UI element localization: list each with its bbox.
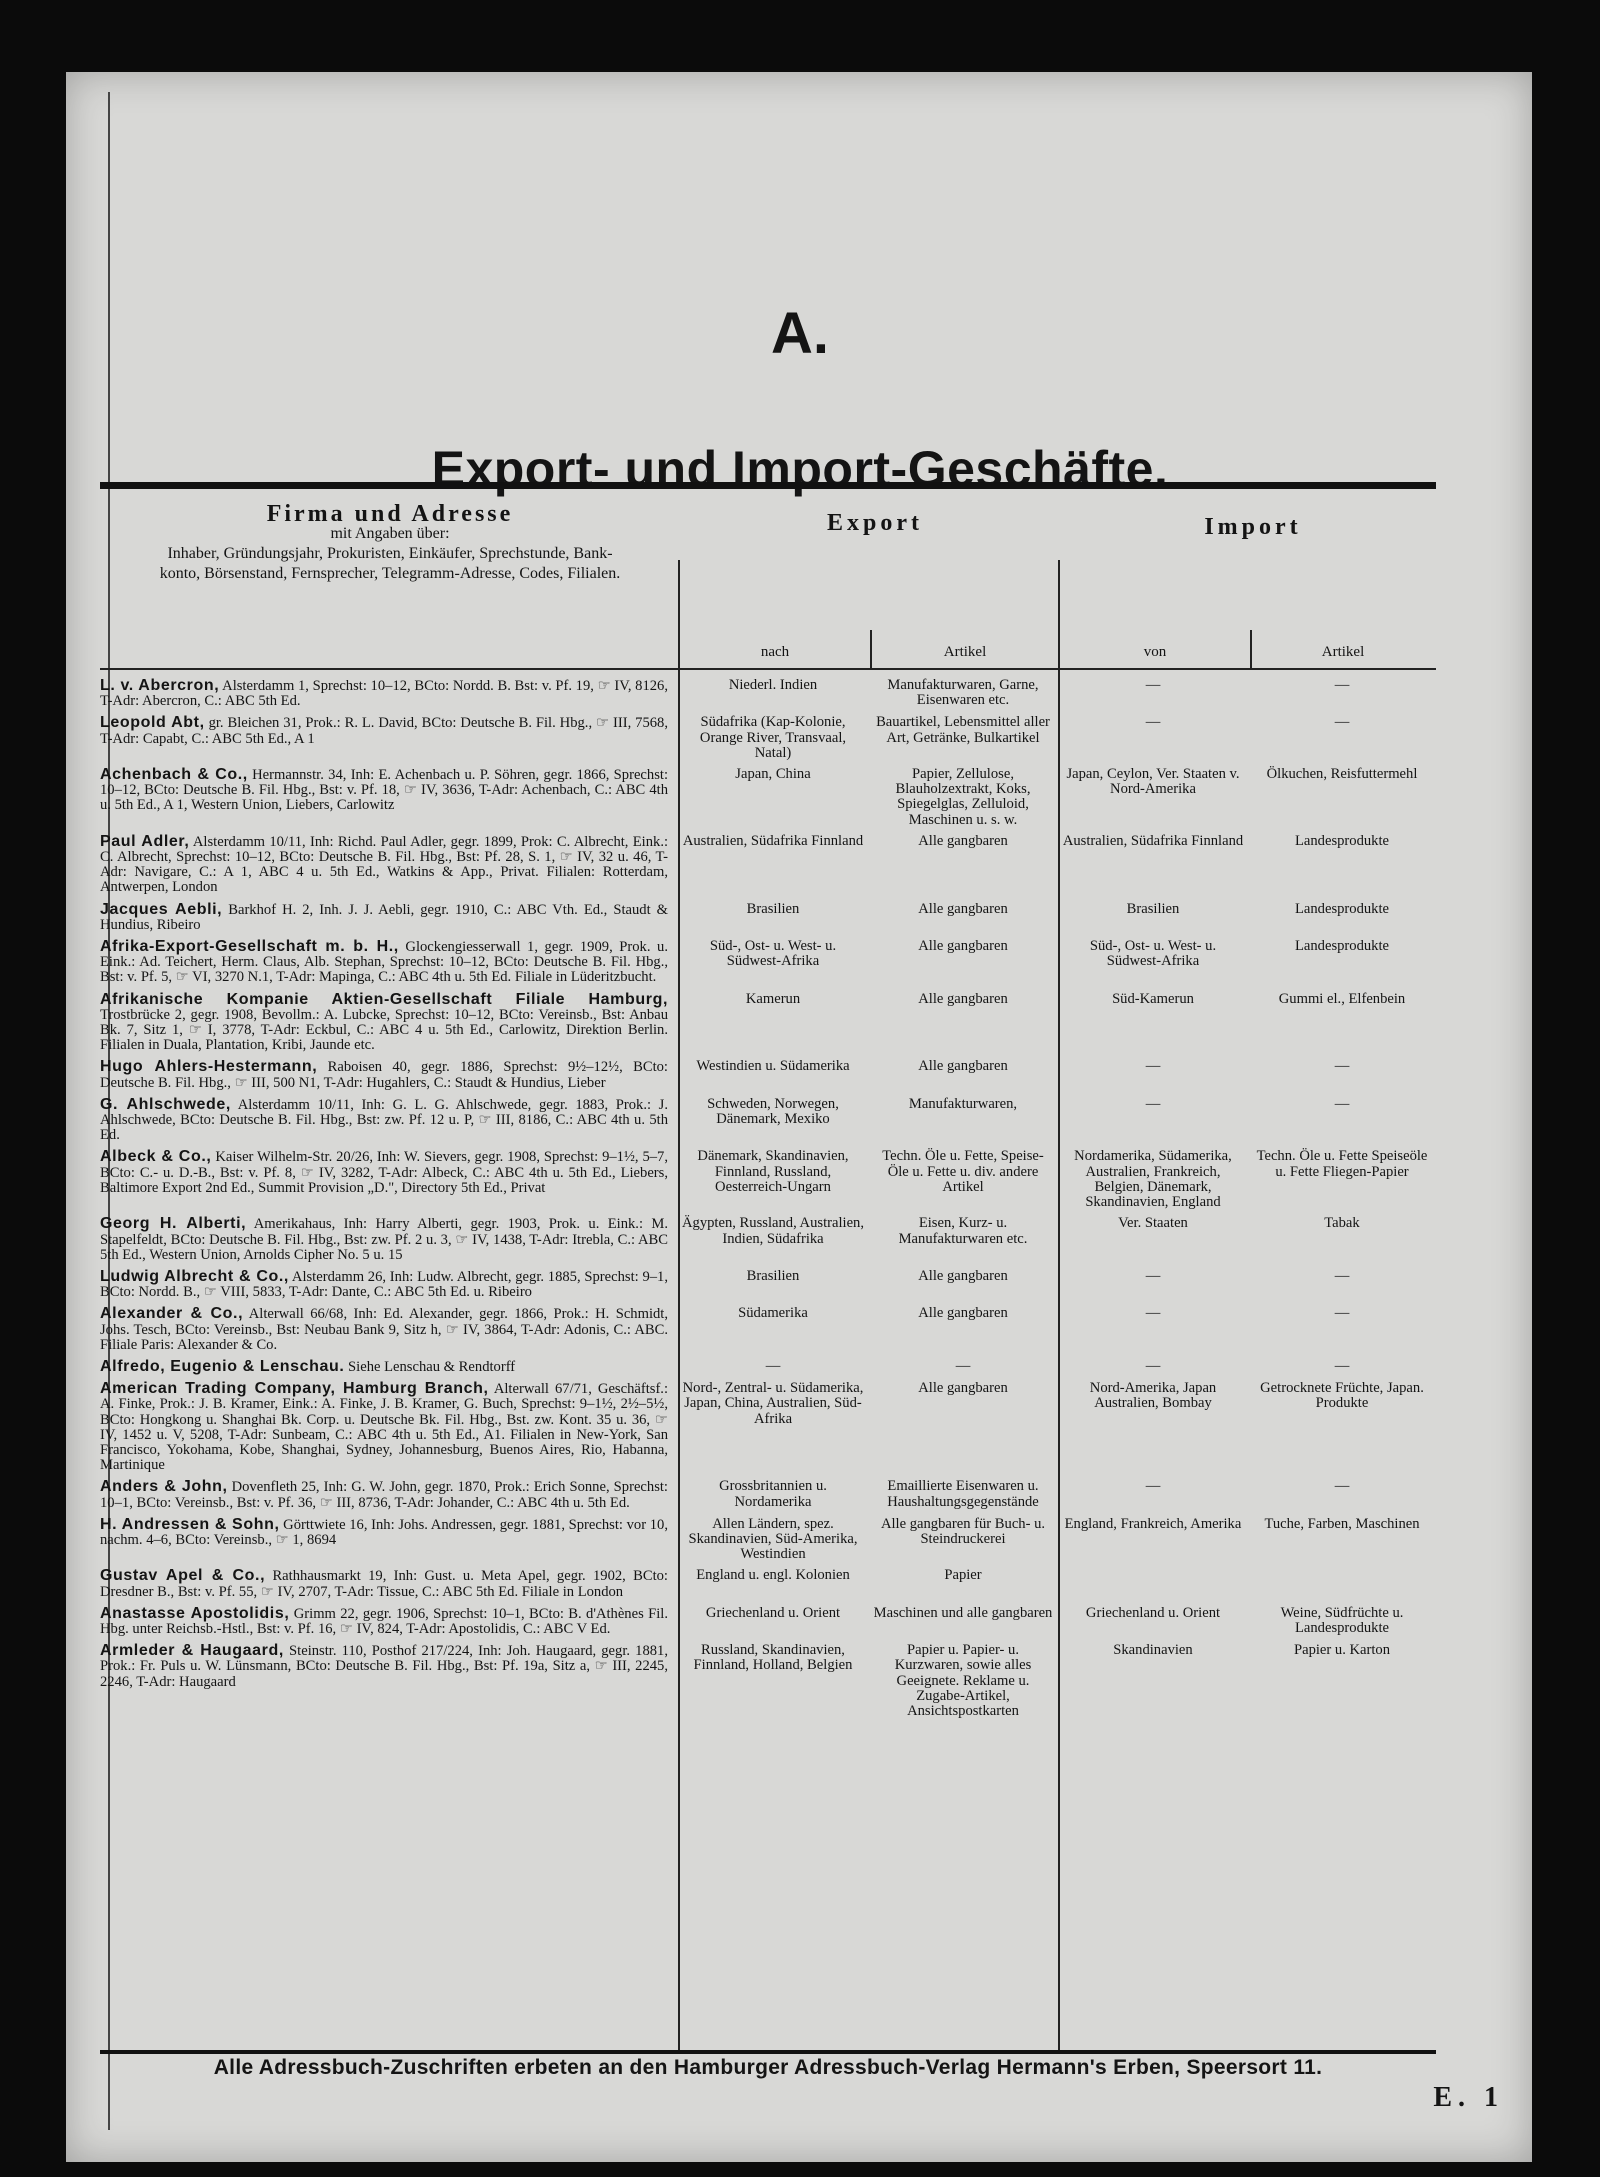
import-artikel-cell: Ölkuchen, Reisfuttermehl (1266, 766, 1418, 783)
header-subdivider (870, 630, 872, 670)
export-artikel-cell: Alle gangbaren (918, 1267, 1008, 1284)
firm-name: Anastasse Apostolidis, (100, 1604, 290, 1622)
import-von-cell: — (1145, 1095, 1161, 1112)
import-von-cell: — (1145, 1357, 1161, 1374)
table-row (100, 902, 1436, 933)
import-von-cell: — (1145, 1305, 1161, 1322)
firm-header-title: Firma und Adresse (266, 501, 514, 527)
import-von-cell: Nord-Amerika, Japan Australien, Bombay (1089, 1380, 1217, 1412)
import-von-header: von (1143, 644, 1167, 660)
export-artikel-cell: — (955, 1357, 971, 1374)
firm-cell (100, 1269, 678, 1300)
export-artikel-cell: Papier, Zellulose, Blauholzextrakt, Koks, Spiegelglas, Zelluloid, Maschinen u. s. w. (895, 766, 1031, 828)
firm-name: Albeck & Co., (100, 1148, 212, 1166)
export-nach-cell: Niederl. Indien (728, 677, 818, 693)
export-artikel-header: Artikel (943, 644, 987, 660)
export-nach-cell: Brasilien (746, 900, 800, 917)
export-artikel-cell: Techn. Öle u. Fette, Speise-Öle u. Fette u. div. andere Artikel (882, 1148, 1044, 1195)
firm-details: Barkhof H. 2, Inh. J. J. Aebli, gegr. 1910, C.: ABC Vth. Ed., Staudt & Hundius, Ribeiro (100, 901, 668, 933)
export-artikel-cell: Alle gangbaren (918, 832, 1008, 849)
firm-name: Alfredo, Eugenio & Lenschau. (100, 1357, 345, 1375)
firm-details: Trostbrücke 2, gegr. 1908, Bevollm.: A. Lubcke, Sprechst: 10–12, BCto: Vereinsb., Bst: Anbau Bk. 7, Sitz 1, ☞ I, 3778, T-Adr: Eckbul, C.: ABC 4 u. 5th Ed., Carlowitz, Direktion Berlin. Filialen in Duala, Plantation, Kribi, Jaunde etc. (100, 1006, 668, 1054)
import-von-cell: — (1145, 1478, 1161, 1495)
import-artikel-cell: — (1334, 1267, 1350, 1284)
export-nach-cell: Griechenland u. Orient (705, 1604, 841, 1621)
import-von-cell: — (1145, 714, 1161, 731)
firm-cell (100, 902, 678, 933)
export-artikel-cell: Alle gangbaren (918, 1058, 1008, 1075)
header-subdivider (1250, 630, 1252, 670)
firm-name: Hugo Ahlers-Hestermann, (100, 1058, 318, 1076)
export-nach-cell: Brasilien (746, 1267, 800, 1284)
export-artikel-cell: Alle gangbaren für Buch- u. Steindruckerei (880, 1515, 1046, 1547)
firm-header-sub1: mit Angaben über: (330, 525, 450, 542)
import-artikel-cell: Techn. Öle u. Fette Speiseöle u. Fette Fliegen-Papier (1256, 1148, 1428, 1180)
firm-cell (100, 1479, 678, 1510)
firm-details: Kaiser Wilhelm-Str. 20/26, Inh: W. Sievers, gegr. 1908, Sprechst: 9–1½, 5–7, BCto: C.- u. D.-B., Bst: v. Pf. 8, ☞ IV, 3282, T-Adr: Albeck, C.: ABC 4th u. 5th Ed., Liebers, Baltimore Export 2nd Ed., Summit Provision „D.", Directory 5th Ed., Privat (100, 1149, 668, 1196)
firm-details: Amerikahaus, Inh: Harry Alberti, gegr. 1903, Prok. u. Eink.: M. Stapelfeldt, BCto: Deutsche B. Fil. Hbg., Bst: zw. Pf. 2 u. 3, ☞ IV, 1438, T-Adr: Itrebla, C.: ABC 5th Ed., Western Union, Arnolds Cipher No. 5 u. 15 (100, 1216, 668, 1263)
import-von-cell: Süd-, Ost- u. West- u. Südwest-Afrika (1089, 938, 1217, 970)
import-artikel-cell: Papier u. Karton (1293, 1642, 1391, 1659)
export-nach-cell: Südafrika (Kap-Kolonie, Orange River, Transvaal, Natal) (699, 714, 847, 761)
table-row (100, 1306, 1436, 1353)
export-nach-cell: Süd-, Ost- u. West- u. Südwest-Afrika (709, 938, 837, 970)
import-von-cell: Nordamerika, Südamerika, Australien, Frankreich, Belgien, Dänemark, Skandinavien, England (1074, 1148, 1232, 1211)
table-row (100, 715, 1436, 761)
firm-details: gr. Bleichen 31, Prok.: R. L. David, BCto: Deutsche B. Fil. Hbg., ☞ III, 7568, T-Adr: Capabt, C.: ABC 5th Ed., A 1 (100, 715, 668, 747)
firm-details: Görttwiete 16, Inh: Johs. Andressen, gegr. 1881, Sprechst: vor 10, nachm. 4–6, BCto: Vereinsb., ☞ 1, 8694 (100, 1516, 668, 1548)
firm-details: Raboisen 40, gegr. 1886, Sprechst: 9½–12½, BCto: Deutsche B. Fil. Hbg., ☞ III, 500 N1, T-Adr: Hugahlers, C.: Staudt & Hundius, Lieber (100, 1059, 668, 1091)
export-nach-cell: Allen Ländern, spez. Skandinavien, Süd-Amerika, Westindien (688, 1515, 858, 1563)
footer-rule (100, 2050, 1436, 2054)
export-artikel-cell: Alle gangbaren (918, 938, 1008, 955)
table-header-rule (100, 668, 1436, 670)
export-nach-header: nach (760, 644, 790, 660)
import-von-cell: Skandinavien (1113, 1642, 1193, 1659)
table-row (100, 1149, 1436, 1210)
table-row (100, 767, 1436, 828)
firm-name: Paul Adler, (100, 832, 190, 850)
firm-name: H. Andressen & Sohn, (100, 1515, 280, 1533)
firm-cell (100, 1097, 678, 1144)
firm-cell (100, 992, 678, 1054)
export-artikel-cell: Alle gangbaren (918, 900, 1008, 917)
import-von-cell: Griechenland u. Orient (1085, 1604, 1221, 1621)
export-artikel-cell: Emaillierte Eisenwaren u. Haushaltungsgegenstände (887, 1478, 1039, 1510)
table-row (100, 1568, 1436, 1599)
firm-details: Alsterdamm 1, Sprechst: 10–12, BCto: Nordd. B. Bst: v. Pf. 19, ☞ IV, 8126, T-Adr: Abercron, C.: ABC 5th Ed. (100, 678, 669, 710)
firm-cell (100, 715, 678, 761)
firm-details: Glockengiesserwall 1, gegr. 1909, Prok. u. Eink.: Ad. Teichert, Herm. Claus, Alb. Stephan, Sprechst: 10–12, BCto: Deutsche B. Fil. Hbg., Bst: v. Pf. 5, ☞ VI, 3270 N.1, T-Adr: Mapinga, C.: ABC 4th u. 5th Ed. Filiale in Lüderitzbucht. (100, 939, 668, 986)
export-nach-cell: Kamerun (745, 990, 801, 1007)
import-von-cell: England, Frankreich, Amerika (1064, 1515, 1242, 1532)
export-artikel-cell: Eisen, Kurz- u. Manufakturwaren etc. (898, 1215, 1028, 1247)
table-header (100, 496, 1436, 670)
import-artikel-cell: Landesprodukte (1294, 832, 1390, 849)
export-artikel-cell: Alle gangbaren (918, 1380, 1008, 1397)
table-row (100, 992, 1436, 1054)
firm-cell (100, 1306, 678, 1353)
import-artikel-cell: — (1334, 1357, 1350, 1374)
firm-cell (100, 1149, 678, 1210)
firm-cell (100, 1216, 678, 1263)
firm-cell (100, 1568, 678, 1599)
table-row (100, 678, 1436, 709)
export-header: Export (827, 510, 923, 536)
table-top-rule (100, 482, 1436, 489)
firm-name: Gustav Apel & Co., (100, 1567, 266, 1585)
export-artikel-cell: Bauartikel, Lebensmittel aller Art, Getränke, Bulkartikel (876, 714, 1050, 746)
firm-name: Anders & John, (100, 1478, 228, 1496)
table-row (100, 1381, 1436, 1473)
firm-name: Jacques Aebli, (100, 900, 223, 918)
import-von-cell: Brasilien (1126, 900, 1180, 917)
export-artikel-cell: Papier (944, 1567, 982, 1584)
firm-name: Georg H. Alberti, (100, 1215, 247, 1233)
firm-cell (100, 1517, 678, 1563)
export-nach-cell: Ägypten, Russland, Australien, Indien, Südafrika (682, 1215, 865, 1247)
firm-name: American Trading Company, Hamburg Branch, (100, 1380, 489, 1398)
firm-details: Rathhausmarkt 19, Inh: Gust. u. Meta Apel, gegr. 1902, BCto: Dresdner B., Bst: v. Pf. 55, ☞ IV, 2707, T-Adr: Tissue, C.: ABC 5th Ed. Filiale in London (100, 1568, 668, 1600)
firm-column-header (100, 501, 680, 584)
import-artikel-cell: — (1334, 1058, 1350, 1075)
table-row (100, 834, 1436, 896)
export-nach-cell: Dänemark, Skandinavien, Finnland, Russland, Oesterreich-Ungarn (697, 1148, 849, 1195)
table-row (100, 1097, 1436, 1144)
export-nach-cell: Grossbritannien u. Nordamerika (719, 1478, 827, 1510)
import-artikel-cell: — (1334, 714, 1350, 731)
table-row (100, 1059, 1436, 1090)
import-von-cell: Japan, Ceylon, Ver. Staaten v. Nord-Amerika (1066, 766, 1240, 798)
firm-details: Dovenfleth 25, Inh: G. W. John, gegr. 1870, Prok.: Erich Sonne, Sprechst: 10–1, BCto: Vereinsb., Bst: v. Pf. 36, ☞ III, 8736, T-Adr: Johander, C.: ABC 4th u. 5th Ed. (100, 1479, 668, 1511)
table-body (100, 678, 1436, 1725)
export-nach-cell: Schweden, Norwegen, Dänemark, Mexiko (707, 1095, 839, 1128)
page-title: Export- und Import-Geschäfte. (431, 441, 1169, 497)
export-nach-cell: Südamerika (738, 1305, 808, 1322)
import-artikel-cell: — (1334, 1095, 1350, 1112)
firm-header-sub3: konto, Börsenstand, Fernsprecher, Telegramm-Adresse, Codes, Filialen. (159, 565, 621, 582)
import-von-cell: — (1145, 1058, 1161, 1075)
firm-name: Leopold Abt, (100, 714, 205, 732)
firm-details: Alsterdamm 10/11, Inh: G. L. G. Ahlschwede, gegr. 1883, Prok.: J. Ahlschwede, BCto: Deutsche B. Fil. Hbg., Bst: zw. Pf. 12 u. P, ☞ III, 8186, C.: ABC 4th u. 5th Ed. (100, 1096, 668, 1144)
export-nach-cell: England u. engl. Kolonien (696, 1567, 850, 1584)
firm-header-sub2: Inhaber, Gründungsjahr, Prokuristen, Einkäufer, Sprechstunde, Bank- (167, 545, 613, 562)
table-row (100, 1606, 1436, 1637)
firm-cell (100, 1606, 678, 1637)
firm-details: Alterwall 66/68, Inh: Ed. Alexander, gegr. 1866, Prok.: H. Schmidt, Johs. Tesch, BCto: Vereinsb., Bst: Neubau Bank 9, Sitz h, ☞ IV, 3864, T-Adr: Adonis, C.: ABC. Filiale Paris: Alexander & Co. (100, 1306, 669, 1353)
import-von-cell: — (1145, 677, 1161, 693)
firm-name: Afrika-Export-Gesellschaft m. b. H., (100, 938, 399, 956)
export-nach-cell: Nord-, Zentral- u. Südamerika, Japan, China, Australien, Süd-Afrika (682, 1380, 864, 1427)
table-row (100, 1643, 1436, 1719)
firm-details: Siehe Lenschau & Rendtorff (348, 1358, 516, 1375)
import-artikel-cell (1248, 1568, 1436, 1599)
export-artikel-cell: Manufakturwaren, (908, 1095, 1018, 1112)
firm-cell (100, 939, 678, 986)
import-von-cell: Ver. Staaten (1118, 1215, 1188, 1232)
table-row (100, 939, 1436, 986)
import-artikel-cell: — (1334, 1305, 1350, 1322)
footer-note: Alle Adressbuch-Zuschriften erbeten an den Hamburger Adressbuch-Verlag Hermann's Erben, Speersort 11. (213, 2056, 1323, 2079)
import-artikel-cell: — (1334, 1478, 1350, 1495)
firm-name: Armleder & Haugaard, (100, 1642, 284, 1660)
import-von-cell (1058, 1568, 1248, 1599)
import-artikel-cell: Landesprodukte (1294, 900, 1390, 917)
firm-cell (100, 1643, 678, 1719)
import-von-cell: Süd-Kamerun (1112, 990, 1194, 1007)
firm-details: Steinstr. 110, Posthof 217/224, Inh: Joh. Haugaard, gegr. 1881, Prok.: Fr. Puls u. W. Lünsmann, BCto: Deutsche B. Fil. Hbg., Bst: Pf. 19a, Sitz a, ☞ III, 2245, 2246, T-Adr: Haugaard (100, 1643, 669, 1690)
import-header: Import (1204, 514, 1302, 540)
export-artikel-cell: Alle gangbaren (918, 990, 1008, 1007)
firm-name: Achenbach & Co., (100, 766, 248, 784)
firm-name: Afrikanische Kompanie Aktien-Gesellschaft Filiale Hamburg, (100, 990, 668, 1008)
page-number: E. 1 (1433, 2082, 1504, 2113)
import-artikel-cell: Gummi el., Elfenbein (1278, 990, 1406, 1007)
import-von-cell: Australien, Südafrika Finnland (1062, 832, 1244, 849)
firm-details: Alsterdamm 10/11, Inh: Richd. Paul Adler, gegr. 1899, Prok: C. Albrecht, Eink.: C. Albrecht, Sprechst: 10–12, BCto: Deutsche B. Fil. Hbg., Bst: Pf. 28, S. 1, ☞ IV, 32 u. 46, T-Adr: Navigare, C.: A 1, ABC 4 u. 5th Ed., Watkins & App., Privat. Filialen: Rotterdam, Antwerpen, London (100, 833, 669, 896)
table-row (100, 1359, 1436, 1375)
firm-cell (100, 834, 678, 896)
import-artikel-cell: Getrocknete Früchte, Japan. Produkte (1260, 1380, 1424, 1412)
firm-name: Alexander & Co., (100, 1305, 244, 1323)
import-artikel-cell: Landesprodukte (1294, 938, 1390, 955)
table-row (100, 1216, 1436, 1263)
firm-cell (100, 1359, 678, 1375)
export-artikel-cell: Maschinen und alle gangbaren (873, 1604, 1053, 1621)
firm-details: Alsterdamm 26, Inh: Ludw. Albrecht, gegr. 1885, Sprechst: 9–1, BCto: Nordd. B., ☞ VIII, 5833, T-Adr: Dante, C.: ABC 5th Ed. u. Ribeiro (100, 1268, 668, 1301)
import-von-cell: — (1145, 1267, 1161, 1284)
export-nach-cell: Westindien u. Südamerika (696, 1058, 850, 1075)
firm-name: G. Ahlschwede, (100, 1095, 231, 1113)
firm-cell (100, 1059, 678, 1090)
export-artikel-cell: Manufakturwaren, Garne, Eisenwaren etc. (887, 677, 1039, 709)
export-nach-cell: Japan, China (735, 766, 811, 783)
table-row (100, 1479, 1436, 1510)
export-nach-cell: Russland, Skandinavien, Finnland, Holland, Belgien (693, 1642, 853, 1674)
import-artikel-cell: — (1334, 677, 1350, 693)
firm-details: Grimm 22, gegr. 1906, Sprechst: 10–1, BCto: B. d'Athènes Fil. Hbg. unter Reichsb.-Hstl., Bst: v. Pf. 16, ☞ IV, 824, T-Adr: Apostolidis, C.: ABC V Ed. (100, 1605, 668, 1637)
firm-name: Ludwig Albrecht & Co., (100, 1267, 289, 1285)
firm-name: L. v. Abercron, (100, 677, 220, 694)
import-artikel-cell: Tuche, Farben, Maschinen (1264, 1515, 1420, 1532)
firm-cell (100, 678, 678, 709)
export-artikel-cell: Papier u. Papier- u. Kurzwaren, sowie alles Geeignete. Reklame u. Zugabe-Artikel, Ansichtspostkarten (894, 1642, 1032, 1719)
firm-details: Hermannstr. 34, Inh: E. Achenbach u. P. Söhren, gegr. 1866, Sprechst: 10–12, BCto: Deutsche B. Fil. Hbg., Bst: v. Pf. 18, ☞ IV, 3636, T-Adr: Achenbach, C.: ABC 4th u. 5th Ed., A 1, Western Union, Liebers, Carlowitz (100, 767, 668, 814)
export-artikel-cell: Alle gangbaren (918, 1305, 1008, 1322)
export-nach-cell: — (765, 1357, 781, 1374)
import-artikel-header: Artikel (1321, 644, 1365, 660)
table-row (100, 1269, 1436, 1300)
import-artikel-cell: Tabak (1324, 1215, 1360, 1232)
section-letter: A. (771, 301, 829, 366)
table-row (100, 1517, 1436, 1563)
firm-details: Alterwall 67/71, Geschäftsf.: A. Finke, Prok.: J. B. Kramer, Eink.: A. Finke, J. B. Kramer, G. Buch, Sprechst: 9–1½, 2½–5½, BCto: Hongkong u. Shanghai Bk. Corp. u. Deutsche Bk. Fil. Hbg., Bst. zw. Kont. 35 u. 36, ☞ IV, 1452 u. V, 5208, T-Adr: Sunbeam, C.: ABC 4th u. 5th Ed., A1. Filialen in New-York, San Francisco, Yokohama, Kobe, Shanghai, Sydney, Johannesburg, Buenos Aires, Rio, Habanna, Martinique (100, 1381, 669, 1474)
export-nach-cell: Australien, Südafrika Finnland (682, 832, 864, 849)
firm-cell (100, 1381, 678, 1473)
firm-cell (100, 767, 678, 828)
import-artikel-cell: Weine, Südfrüchte u. Landesprodukte (1280, 1604, 1404, 1636)
